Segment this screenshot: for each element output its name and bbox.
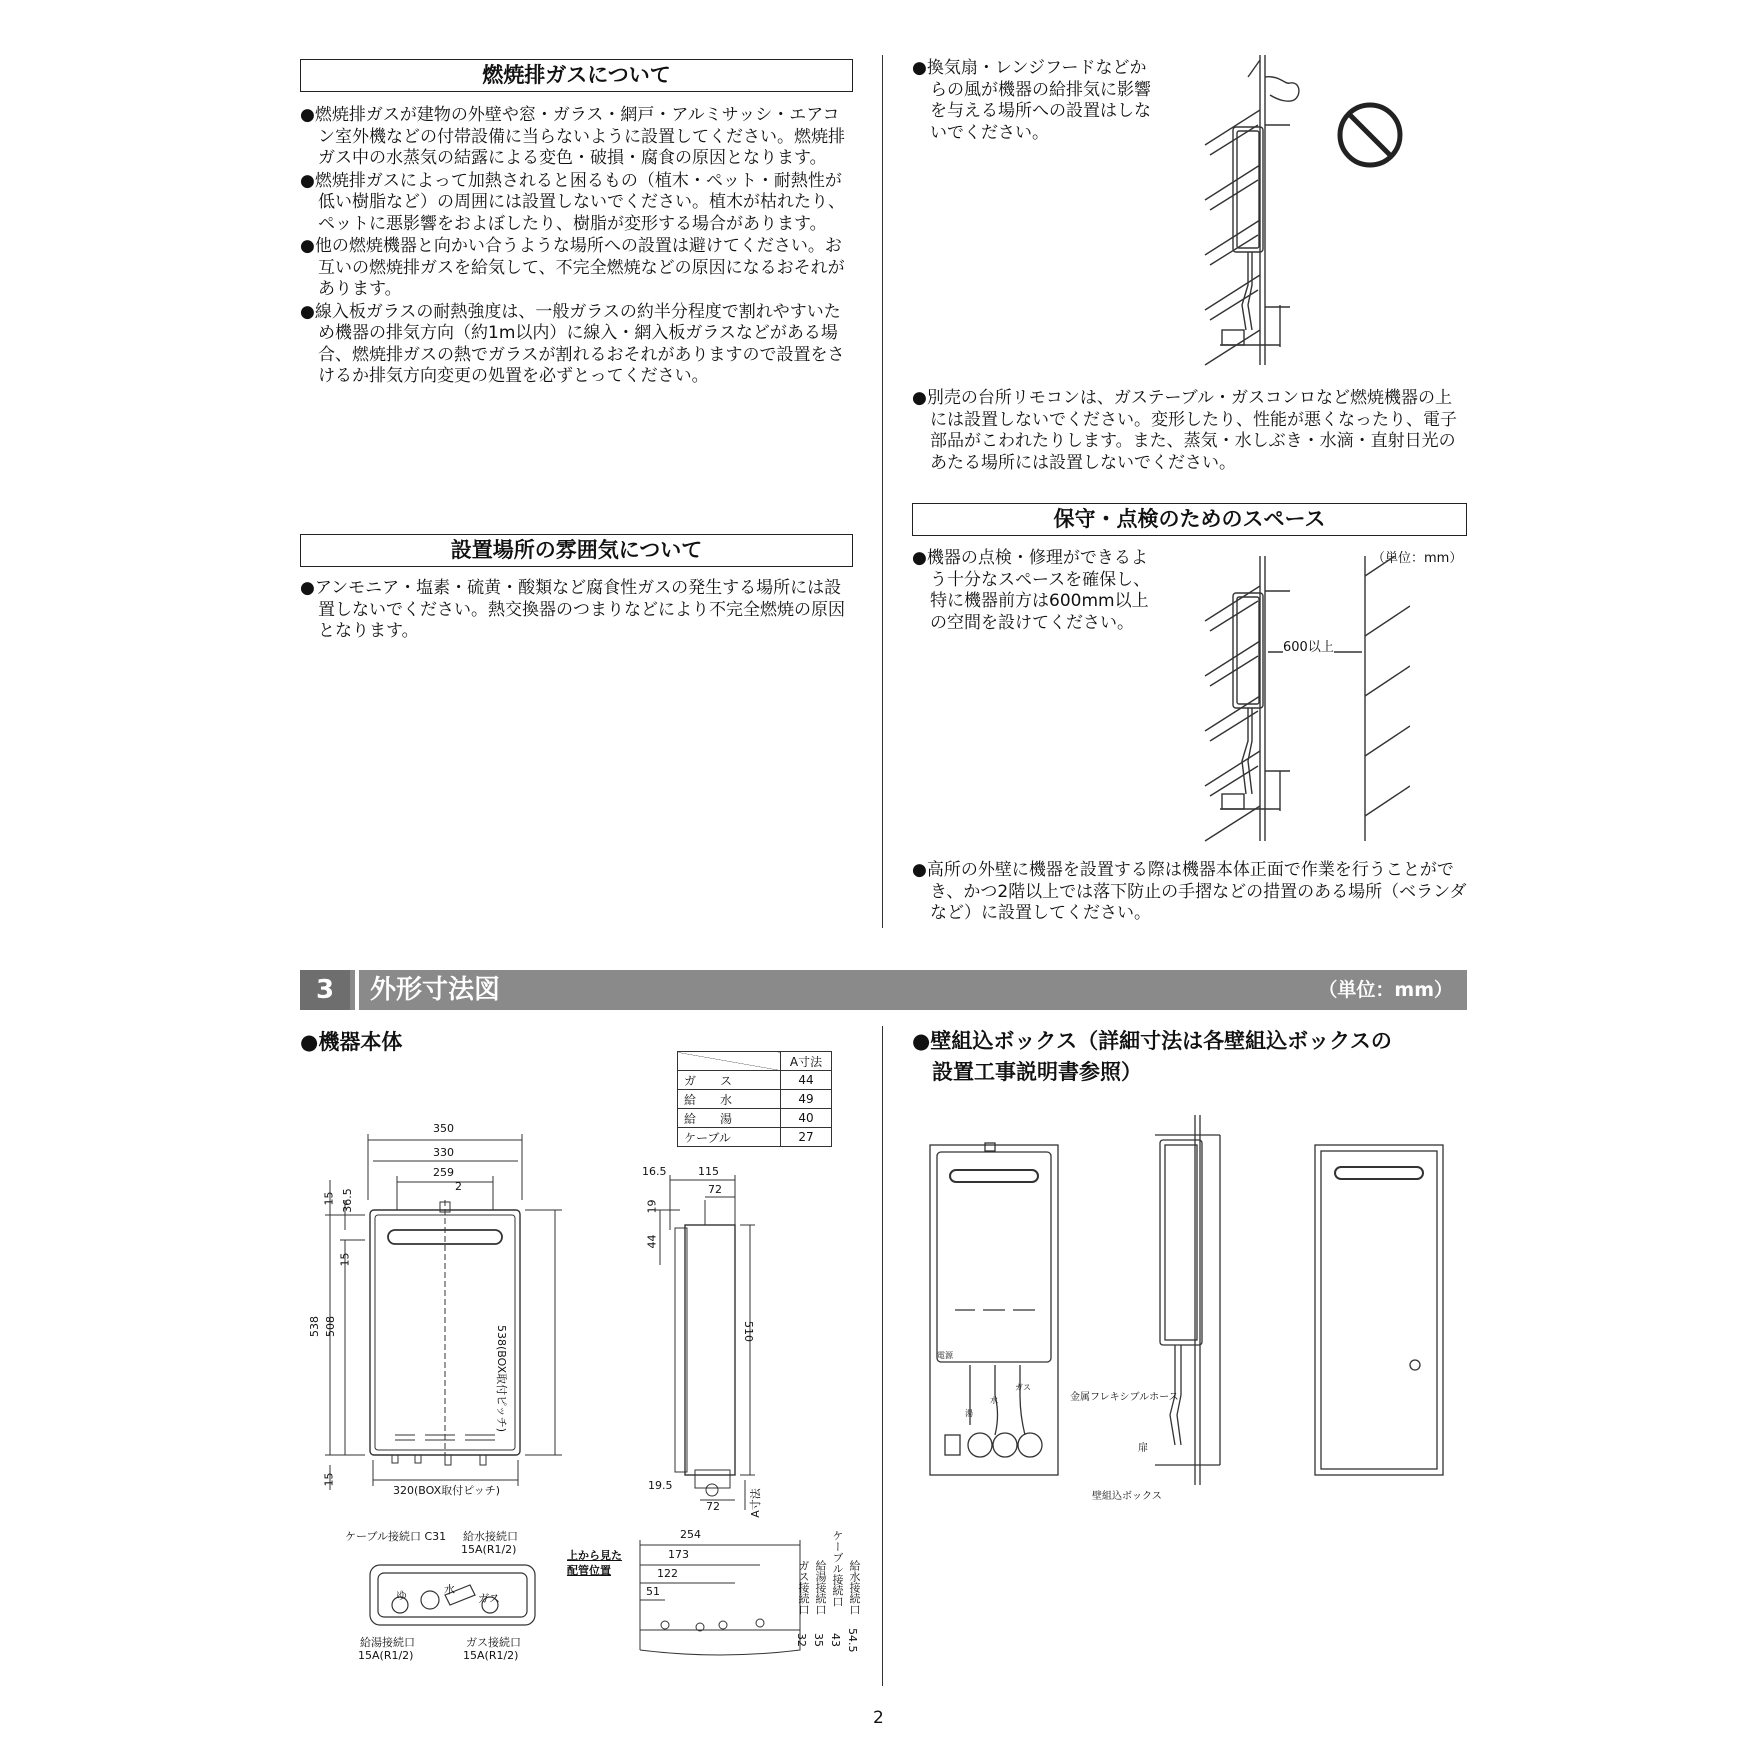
table-cell-value: 49 xyxy=(781,1090,832,1109)
side-dim-72b: 72 xyxy=(706,1500,720,1513)
section-title-exhaust: 燃焼排ガスについて xyxy=(300,59,853,92)
table-cell-value: 27 xyxy=(781,1128,832,1147)
side-view-drawing xyxy=(640,1170,780,1520)
bottom-label-water-size: 15A(R1/2) xyxy=(461,1543,517,1556)
top-dim-173: 173 xyxy=(668,1548,689,1561)
top-label-cable: ケーブル接続口 xyxy=(831,1530,844,1607)
front-dim-350: 350 xyxy=(433,1122,454,1135)
fan-wall-illustration xyxy=(1190,55,1470,375)
side-dim-19-5: 19.5 xyxy=(648,1479,673,1492)
list-item: ●高所の外壁に機器を設置する際は機器本体正面で作業を行うことができ、かつ2階以上では落下防止の手摺などの措置のある場所（ベランダなど）に設置してください。 xyxy=(912,860,1467,923)
maintenance-space-illustration xyxy=(1190,556,1410,846)
table-cell-name: ガ ス xyxy=(678,1071,781,1090)
top-dim-122: 122 xyxy=(657,1567,678,1580)
table-cell-value: 44 xyxy=(781,1071,832,1090)
top-dim-54-5: 54.5 xyxy=(846,1628,859,1653)
wall-box-drawings xyxy=(925,1115,1455,1495)
section-title-maintenance: 保守・点検のためのスペース xyxy=(912,503,1467,536)
table-row xyxy=(678,1128,832,1147)
box-label-line1: ●壁組込ボックス（詳細寸法は各壁組込ボックスの xyxy=(912,1029,1392,1053)
column-divider-bottom xyxy=(882,1026,883,1686)
section-divider xyxy=(355,970,359,1010)
table-cell-name: 給 水 xyxy=(678,1090,781,1109)
side-dim-19: 19 xyxy=(645,1199,659,1214)
side-dim-16-5: 16.5 xyxy=(642,1165,667,1178)
table-row xyxy=(678,1071,832,1090)
list-item: ●他の燃焼機器と向かい合うような場所への設置は避けてください。お互いの燃焼排ガスを給気して、不完全燃焼などの原因になるおそれがあります。 xyxy=(300,236,845,299)
list-item: ●燃焼排ガスによって加熱されると困るもの（植木・ペット・耐熱性が低い樹脂など）の周囲には設置しないでください。植木が枯れたり、ペットに悪影響をおよぼしたり、樹脂が変形する場合があります。 xyxy=(300,170,845,234)
list-item: ●燃焼排ガスが建物の外壁や窓・ガラス・網戸・アルミサッシ・エアコン室外機などの付帯設備に当らないように設置してください。燃焼排ガス中の水蒸気の結露による変色・破損・腐食の原因となります。 xyxy=(300,105,845,168)
exhaust-list xyxy=(300,105,853,389)
bottom-label-water: 給水接続口 xyxy=(463,1530,518,1543)
bottom-label-cable: ケーブル接続口 C31 xyxy=(345,1530,447,1543)
fan-warning xyxy=(912,58,1157,145)
box-mark-power: 電源 xyxy=(937,1351,953,1360)
body-label: ●機器本体 xyxy=(300,1030,403,1054)
bottom-label-gas: ガス接続口 xyxy=(466,1636,521,1649)
box-mark-hot: 湯 xyxy=(965,1409,973,1418)
bottom-view-drawing xyxy=(360,1555,560,1645)
bottom-mark-hot: ゆ xyxy=(396,1589,407,1602)
list-item: ●機器の点検・修理ができるよう十分なスペースを確保し、特に機器前方は600mm以上の空間を設けてください。 xyxy=(912,548,1151,633)
side-dim-115: 115 xyxy=(698,1165,719,1178)
page-number: 2 xyxy=(873,1708,884,1728)
front-dim-15c: 15 xyxy=(322,1472,336,1487)
remote-warning xyxy=(912,388,1467,475)
bottom-mark-water: 水 xyxy=(444,1583,455,1596)
front-dim-15b: 15 xyxy=(338,1252,352,1267)
front-dim-15a: 15 xyxy=(322,1191,336,1206)
maintenance-dimension-600: 600以上 xyxy=(1283,636,1334,655)
box-mark-water: 水 xyxy=(990,1396,998,1405)
maintenance-text xyxy=(912,548,1157,635)
box-label-hose: 金属フレキシブルホース xyxy=(1070,1392,1179,1403)
list-item: ●線入板ガラスの耐熱強度は、一般ガラスの約半分程度で割れやすいため機器の排気方向（約1m以内）に線入・網入板ガラスなどがある場合、燃焼排ガスの熱でガラスが割れるおそれがありますので設置をさけるか排気方向変更の処置を必ずとってください。 xyxy=(300,301,845,386)
side-dim-72a: 72 xyxy=(708,1183,722,1196)
side-dim-510: 510 xyxy=(742,1321,755,1342)
section-unit: （単位：mm） xyxy=(1318,979,1453,1001)
top-dim-51: 51 xyxy=(646,1585,660,1598)
table-cell-name: 給 湯 xyxy=(678,1109,781,1128)
top-view-label xyxy=(567,1548,622,1578)
list-item: ●別売の台所リモコンは、ガステーブル・ガスコンロなど燃焼機器の上には設置しないでください。変形したり、性能が悪くなったり、電子部品がこわれたりします。また、蒸気・水しぶき・水滴・直射日光のあたる場所には設置しないでください。 xyxy=(912,388,1457,473)
front-dim-508: 508 xyxy=(324,1316,337,1337)
section-number: 3 xyxy=(300,970,350,1010)
table-cell-value: 40 xyxy=(781,1109,832,1128)
a-dimension-table xyxy=(677,1051,832,1147)
box-mark-gas: ガス xyxy=(1015,1383,1031,1392)
box-label-line2: 設置工事説明書参照） xyxy=(932,1060,1142,1084)
table-corner xyxy=(678,1052,781,1071)
bottom-label-hot: 給湯接続口 xyxy=(360,1636,415,1649)
section-title: 外形寸法図 xyxy=(370,975,501,1005)
list-item: ●アンモニア・塩素・硫黄・酸類など腐食性ガスの発生する場所には設置しないでください。熱交換器のつまりなどにより不完全燃焼の原因となります。 xyxy=(300,578,845,641)
side-dim-a: A寸法 xyxy=(748,1488,762,1518)
bottom-label-gas-size: 15A(R1/2) xyxy=(463,1649,519,1662)
table-header: A寸法 xyxy=(781,1052,832,1071)
table-cell-name: ケーブル xyxy=(678,1128,781,1147)
section-title-atmosphere: 設置場所の雰囲気について xyxy=(300,534,853,567)
front-pitch-horizontal: 320(BOX取付ピッチ) xyxy=(393,1484,500,1497)
front-dim-2: 2 xyxy=(455,1180,462,1193)
list-item: ●換気扇・レンジフードなどからの風が機器の給排気に影響を与える場所への設置はしないでください。 xyxy=(912,58,1151,143)
front-dim-538: 538 xyxy=(308,1316,321,1337)
column-divider-top xyxy=(882,55,883,928)
maintenance-unit: （単位：mm） xyxy=(1372,551,1463,566)
front-pitch-vertical: 538(BOX取付ピッチ) xyxy=(495,1325,508,1432)
top-dim-32: 32 xyxy=(795,1633,808,1647)
box-label-door: 扉 xyxy=(1138,1443,1148,1454)
box-label xyxy=(912,1026,1392,1088)
top-label-gas: ガス接続口 xyxy=(797,1560,810,1615)
atmosphere-list xyxy=(300,578,853,644)
front-dim-330: 330 xyxy=(433,1146,454,1159)
top-label-hot: 給湯接続口 xyxy=(814,1560,827,1615)
box-label-box: 壁組込ボックス xyxy=(1092,1491,1162,1502)
side-dim-44: 44 xyxy=(645,1234,659,1249)
top-view-label-1: 上から見た xyxy=(567,1549,622,1562)
front-dim-259: 259 xyxy=(433,1166,454,1179)
top-dim-43: 43 xyxy=(829,1633,842,1647)
top-dim-254: 254 xyxy=(680,1528,701,1541)
front-dim-36-5: 36.5 xyxy=(340,1188,354,1213)
bottom-mark-gas: ガス xyxy=(478,1592,500,1605)
section-bar-dimensions xyxy=(300,970,1467,1010)
maintenance-note xyxy=(912,860,1467,926)
table-row xyxy=(678,1090,832,1109)
bottom-label-hot-size: 15A(R1/2) xyxy=(358,1649,414,1662)
top-label-water: 給水接続口 xyxy=(848,1560,861,1615)
top-dim-35: 35 xyxy=(812,1633,825,1647)
top-view-label-2: 配管位置 xyxy=(567,1564,611,1577)
table-row xyxy=(678,1109,832,1128)
